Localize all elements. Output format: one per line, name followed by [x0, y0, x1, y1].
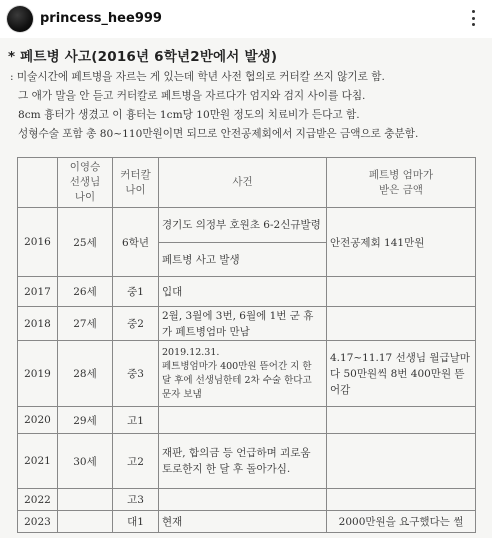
cell-event: 페트병 사고 발생 [159, 243, 327, 277]
paragraph-line: : 미술시간에 페트병을 자르는 게 있는데 학년 사전 협의로 커터칼 쓰지 않기로 함. [10, 71, 385, 83]
cell-event: 현재 [159, 511, 327, 533]
table-header-row [18, 158, 476, 208]
cell-received: 4.17~11.17 선생님 월급날마다 50만원씩 8번 400만원 뜯어감 [327, 341, 476, 407]
more-dot [472, 23, 475, 26]
table-row [18, 277, 476, 307]
cell-received [327, 307, 476, 341]
cell-received [327, 489, 476, 511]
cell-event: 재판, 합의금 등 언급하며 괴로움 토로한지 한 달 후 돌아가심. [159, 434, 327, 489]
cell-teacher-age: 25세 [58, 208, 113, 277]
table-row [18, 489, 476, 511]
cell-received [327, 434, 476, 489]
cell-event [159, 407, 327, 434]
table-row [18, 208, 476, 243]
cell-cutter-age: 대1 [113, 511, 159, 533]
more-options-icon[interactable] [466, 7, 480, 29]
username[interactable]: princess_hee999 [40, 11, 162, 26]
description-paragraph [10, 68, 486, 144]
cell-cutter-age: 중3 [113, 341, 159, 407]
more-dot [472, 17, 475, 20]
cell-cutter-age: 고1 [113, 407, 159, 434]
cell-year: 2023 [18, 511, 58, 533]
cell-year: 2020 [18, 407, 58, 434]
header-year [18, 158, 58, 208]
more-dot [472, 10, 475, 13]
cell-teacher-age: 30세 [58, 434, 113, 489]
cell-year: 2019 [18, 341, 58, 407]
table-row [18, 341, 476, 407]
cell-received: 2000만원을 요구했다는 썰 [327, 511, 476, 533]
paragraph-line: 그 애가 말을 안 듣고 커터칼로 페트병을 자르다가 엄지와 검지 사이를 다침. [18, 90, 366, 102]
header-event: 사건 [159, 158, 327, 208]
cell-event: 입대 [159, 277, 327, 307]
cell-teacher-age: 28세 [58, 341, 113, 407]
cell-cutter-age: 고2 [113, 434, 159, 489]
header-teacher-age: 이영승 선생님 나이 [58, 158, 113, 208]
avatar[interactable] [7, 6, 33, 32]
document-title: * 페트병 사고(2016년 6학년2반에서 발생) [8, 49, 278, 65]
cell-teacher-age: 26세 [58, 277, 113, 307]
cell-year: 2018 [18, 307, 58, 341]
events-table [17, 157, 476, 533]
header-received: 페트병 엄마가 받은 금액 [327, 158, 476, 208]
table-row [18, 407, 476, 434]
paragraph-line: 성형수술 포함 총 80~110만원이면 되므로 안전공제회에서 지급받은 금액으로 충분함. [18, 128, 419, 140]
cell-teacher-age [58, 489, 113, 511]
cell-event: 2월, 3월에 3번, 6월에 1번 군 휴가 페트병엄마 만남 [159, 307, 327, 341]
paragraph-line: 8cm 흉터가 생겼고 이 흉터는 1cm당 10만원 정도의 치료비가 든다고 함. [18, 109, 360, 121]
cell-year: 2022 [18, 489, 58, 511]
post-image-document [0, 38, 492, 538]
cell-cutter-age: 중1 [113, 277, 159, 307]
cell-year: 2017 [18, 277, 58, 307]
cell-teacher-age [58, 511, 113, 533]
table-row [18, 307, 476, 341]
cell-teacher-age: 27세 [58, 307, 113, 341]
post-header [0, 0, 492, 38]
cell-cutter-age: 고3 [113, 489, 159, 511]
header-cutter-age: 커터칼 나이 [113, 158, 159, 208]
cell-received [327, 407, 476, 434]
cell-received [327, 277, 476, 307]
cell-event: 경기도 의정부 호원초 6-2신규발령 [159, 208, 327, 243]
table-row [18, 511, 476, 533]
cell-cutter-age: 6학년 [113, 208, 159, 277]
cell-year: 2021 [18, 434, 58, 489]
cell-year: 2016 [18, 208, 58, 277]
cell-event [159, 489, 327, 511]
cell-teacher-age: 29세 [58, 407, 113, 434]
cell-event: 2019.12.31. 페트병엄마가 400만원 뜯어간 지 한 달 후에 선생님한테 2차 수술 한다고 문자 보냄 [159, 341, 327, 407]
cell-received: 안전공제회 141만원 [327, 208, 476, 277]
table-row [18, 434, 476, 489]
cell-cutter-age: 중2 [113, 307, 159, 341]
